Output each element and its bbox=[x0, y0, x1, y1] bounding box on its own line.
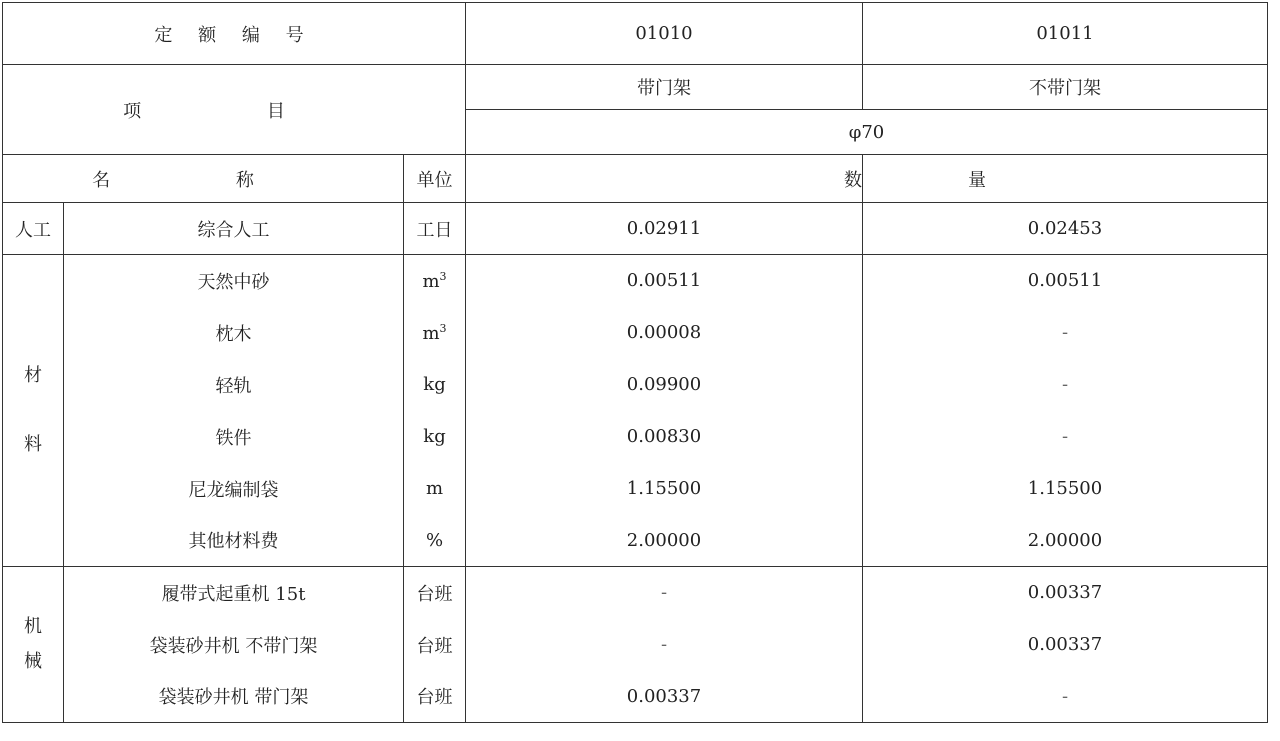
quota-code-2: 01011 bbox=[863, 3, 1268, 65]
item-value-2: 0.00337 bbox=[863, 619, 1268, 671]
item-unit: 台班 bbox=[404, 619, 466, 671]
header-row-name bbox=[3, 155, 1268, 203]
item-value-2: - bbox=[863, 307, 1268, 359]
table-row bbox=[3, 203, 1268, 255]
item-unit: 台班 bbox=[404, 671, 466, 723]
category-machinery bbox=[3, 567, 64, 723]
item-value-1: 0.00008 bbox=[466, 307, 863, 359]
item-unit: % bbox=[404, 515, 466, 567]
table-row bbox=[3, 619, 1268, 671]
item-value-1: - bbox=[466, 567, 863, 619]
item-unit: $m^3$ bbox=[404, 307, 466, 359]
item-value-2: 2.00000 bbox=[863, 515, 1268, 567]
spec-value: φ70 bbox=[466, 110, 1268, 155]
item-value-1: - bbox=[466, 619, 863, 671]
item-value-1: 0.00511 bbox=[466, 255, 863, 307]
item-value-1: 1.15500 bbox=[466, 463, 863, 515]
table-row bbox=[3, 515, 1268, 567]
item-value-1: 0.09900 bbox=[466, 359, 863, 411]
item-name: 袋装砂井机 不带门架 bbox=[64, 619, 404, 671]
item-value-2: - bbox=[863, 671, 1268, 723]
table-row bbox=[3, 307, 1268, 359]
unit-label: 单位 bbox=[404, 155, 466, 203]
item-value-2: - bbox=[863, 411, 1268, 463]
header-row-quota-code bbox=[3, 3, 1268, 65]
table-row bbox=[3, 671, 1268, 723]
quota-code-label: 定 额 编 号 bbox=[3, 3, 466, 65]
header-row-variant bbox=[3, 65, 1268, 110]
item-unit: kg bbox=[404, 359, 466, 411]
item-name: 尼龙编制袋 bbox=[64, 463, 404, 515]
item-name: 天然中砂 bbox=[64, 255, 404, 307]
category-materials bbox=[3, 255, 64, 567]
table-row bbox=[3, 411, 1268, 463]
item-value-2: 0.00511 bbox=[863, 255, 1268, 307]
item-name: 综合人工 bbox=[64, 203, 404, 255]
item-value-2: 1.15500 bbox=[863, 463, 1268, 515]
item-unit: $m^3$ bbox=[404, 255, 466, 307]
item-value-2: 0.02453 bbox=[863, 203, 1268, 255]
category-char: 料 bbox=[24, 433, 42, 455]
item-unit: kg bbox=[404, 411, 466, 463]
item-name: 铁件 bbox=[64, 411, 404, 463]
item-name: 轻轨 bbox=[64, 359, 404, 411]
category-char: 材 bbox=[24, 365, 42, 387]
item-value-1: 2.00000 bbox=[466, 515, 863, 567]
category-char: 械 bbox=[24, 650, 42, 672]
table-row bbox=[3, 463, 1268, 515]
item-value-1: 0.00337 bbox=[466, 671, 863, 723]
item-label: 项 目 bbox=[3, 65, 466, 155]
item-name: 袋装砂井机 带门架 bbox=[64, 671, 404, 723]
name-label: 名 称 bbox=[3, 155, 404, 203]
item-name: 其他材料费 bbox=[64, 515, 404, 567]
table-row bbox=[3, 255, 1268, 307]
quota-code-1: 01010 bbox=[466, 3, 863, 65]
variant-1: 带门架 bbox=[466, 65, 863, 110]
table-row bbox=[3, 567, 1268, 619]
category-labor: 人工 bbox=[3, 203, 64, 255]
item-unit: m bbox=[404, 463, 466, 515]
category-char: 机 bbox=[24, 616, 42, 638]
quota-table bbox=[2, 2, 1268, 723]
variant-2: 不带门架 bbox=[863, 65, 1268, 110]
item-value-1: 0.02911 bbox=[466, 203, 863, 255]
qty-label-2: 量 bbox=[863, 155, 1268, 203]
item-value-2: 0.00337 bbox=[863, 567, 1268, 619]
item-unit: 台班 bbox=[404, 567, 466, 619]
item-name: 履带式起重机 15t bbox=[64, 567, 404, 619]
item-unit: 工日 bbox=[404, 203, 466, 255]
item-value-2: - bbox=[863, 359, 1268, 411]
table-row bbox=[3, 359, 1268, 411]
item-value-1: 0.00830 bbox=[466, 411, 863, 463]
item-name: 枕木 bbox=[64, 307, 404, 359]
qty-label-1: 数 bbox=[466, 155, 863, 203]
